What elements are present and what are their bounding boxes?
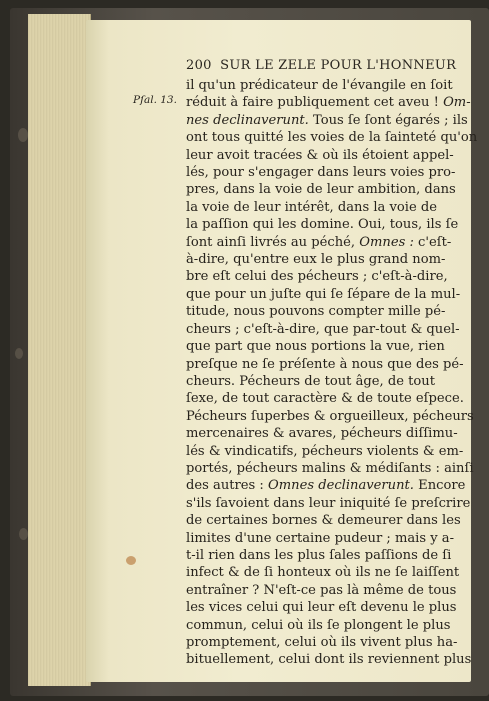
text-line xyxy=(186,129,478,146)
text-line xyxy=(186,425,458,442)
text-segment: que part que nous portions la vue, rien xyxy=(186,339,445,355)
text-line xyxy=(186,338,445,355)
text-segment: ſont ainſi livrés au péché, xyxy=(186,234,360,250)
text-line xyxy=(186,443,464,460)
text-segment: à-dire, qu'entre eux le plus grand nom- xyxy=(186,252,446,268)
text-line xyxy=(186,512,461,529)
text-segment: cheurs ; c'eſt-à-dire, que par-tout & quel- xyxy=(186,321,460,337)
text-segment: preſque ne ſe préſente à nous que des pé- xyxy=(186,356,464,372)
text-segment: leur avoit tracées & où ils étoient appel- xyxy=(186,147,454,163)
running-title: SUR LE ZELE POUR L'HONNEUR xyxy=(220,58,457,73)
text-line xyxy=(186,495,471,512)
text-line xyxy=(186,216,459,233)
text-segment: bre eſt celui des pécheurs ; c'eſt-à-dire, xyxy=(186,269,448,285)
text-line xyxy=(186,251,446,268)
text-line xyxy=(186,147,454,164)
text-segment: les vices celui qui leur eſt devenu le plus xyxy=(186,600,457,616)
text-segment: infect & de ſi honteux où ils ne ſe laiſſent xyxy=(186,565,460,581)
text-segment: ſexe, de tout caractère & de toute eſpece. xyxy=(186,391,464,407)
text-segment: cheurs. Pécheurs de tout âge, de tout xyxy=(186,373,435,389)
text-segment: t-il rien dans les plus ſales paſſions de ſi xyxy=(186,547,452,563)
text-segment: bituellement, celui dont ils reviennent plus xyxy=(186,652,472,668)
cover-wear-spot xyxy=(15,348,23,359)
text-segment: que pour un juſte qui ſe ſépare de la mul- xyxy=(186,286,461,302)
text-line xyxy=(186,94,471,111)
text-segment: s'ils ſavoient dans leur iniquité ſe preſcrire xyxy=(186,495,471,511)
text-segment: il qu'un prédicateur de l'évangile en ſoit xyxy=(186,78,453,93)
text-segment: pres, dans la voie de leur ambition, dans xyxy=(186,182,456,198)
text-line xyxy=(186,617,451,634)
cover-wear-spot xyxy=(19,528,28,540)
running-header xyxy=(186,58,456,73)
text-segment: Pécheurs ſuperbes & orgueilleux, pécheurs xyxy=(186,408,474,424)
text-line xyxy=(186,268,448,285)
text-segment: promptement, celui où ils vivent plus ha- xyxy=(186,635,458,650)
page-edges xyxy=(28,14,91,686)
latin-quote: nes declinaverunt. xyxy=(186,112,309,128)
text-line xyxy=(186,356,464,373)
cover-wear-spot xyxy=(18,128,28,142)
text-segment: lés & vindicatifs, pécheurs violents & em- xyxy=(186,443,464,459)
text-line xyxy=(186,651,472,668)
text-segment: c'eſt- xyxy=(413,234,452,250)
text-line xyxy=(186,477,466,494)
text-line xyxy=(186,112,468,129)
foxing-stain xyxy=(126,556,136,565)
text-line xyxy=(186,234,452,251)
page-number: 200 xyxy=(186,58,212,73)
latin-quote: Omnes declinaverunt. xyxy=(267,478,414,494)
text-line xyxy=(186,373,435,390)
text-line xyxy=(186,582,457,599)
margin-citation: Pſal. 13. xyxy=(133,94,177,106)
body-text xyxy=(186,77,478,669)
latin-quote: Omnes : xyxy=(359,234,414,250)
text-line xyxy=(186,408,474,425)
text-segment: entraîner ? N'eſt-ce pas là même de tous xyxy=(186,582,457,598)
text-segment: de certaines bornes & demeurer dans les xyxy=(186,513,461,529)
text-segment: Tous ſe ſont égarés ; ils xyxy=(308,112,468,128)
text-segment: lés, pour s'engager dans leurs voies pro- xyxy=(186,165,456,181)
text-line xyxy=(186,321,460,338)
text-segment: des autres : xyxy=(186,478,268,494)
text-line xyxy=(186,530,455,547)
text-line xyxy=(186,634,458,651)
text-line xyxy=(186,286,461,303)
latin-quote: Om- xyxy=(443,95,471,111)
text-line xyxy=(186,77,453,94)
text-segment: titude, nous pouvons compter mille pé- xyxy=(186,304,446,320)
text-line xyxy=(186,460,474,477)
text-segment: limites d'une certaine pudeur ; mais y a- xyxy=(186,530,455,546)
text-line xyxy=(186,564,460,581)
text-segment: commun, celui où ils ſe plongent le plus xyxy=(186,617,451,633)
text-line xyxy=(186,547,452,564)
text-line xyxy=(186,181,456,198)
text-segment: portés, pécheurs malins & médiſants : ainſi xyxy=(186,460,474,476)
text-line xyxy=(186,164,456,181)
text-segment: Encore xyxy=(413,478,466,494)
text-line xyxy=(186,303,446,320)
text-line xyxy=(186,199,438,216)
text-segment: la voie de leur intérêt, dans la voie de xyxy=(186,199,438,215)
text-line xyxy=(186,390,464,407)
text-segment: mercenaires & avares, pécheurs diſſimu- xyxy=(186,426,458,442)
text-line xyxy=(186,599,457,616)
text-segment: ont tous quitté les voies de la ſainteté qu'on xyxy=(186,130,478,146)
text-segment: la paſſion qui les domine. Oui, tous, ils ſe xyxy=(186,217,459,233)
text-segment: réduit à faire publiquement cet aveu ! xyxy=(186,95,444,111)
